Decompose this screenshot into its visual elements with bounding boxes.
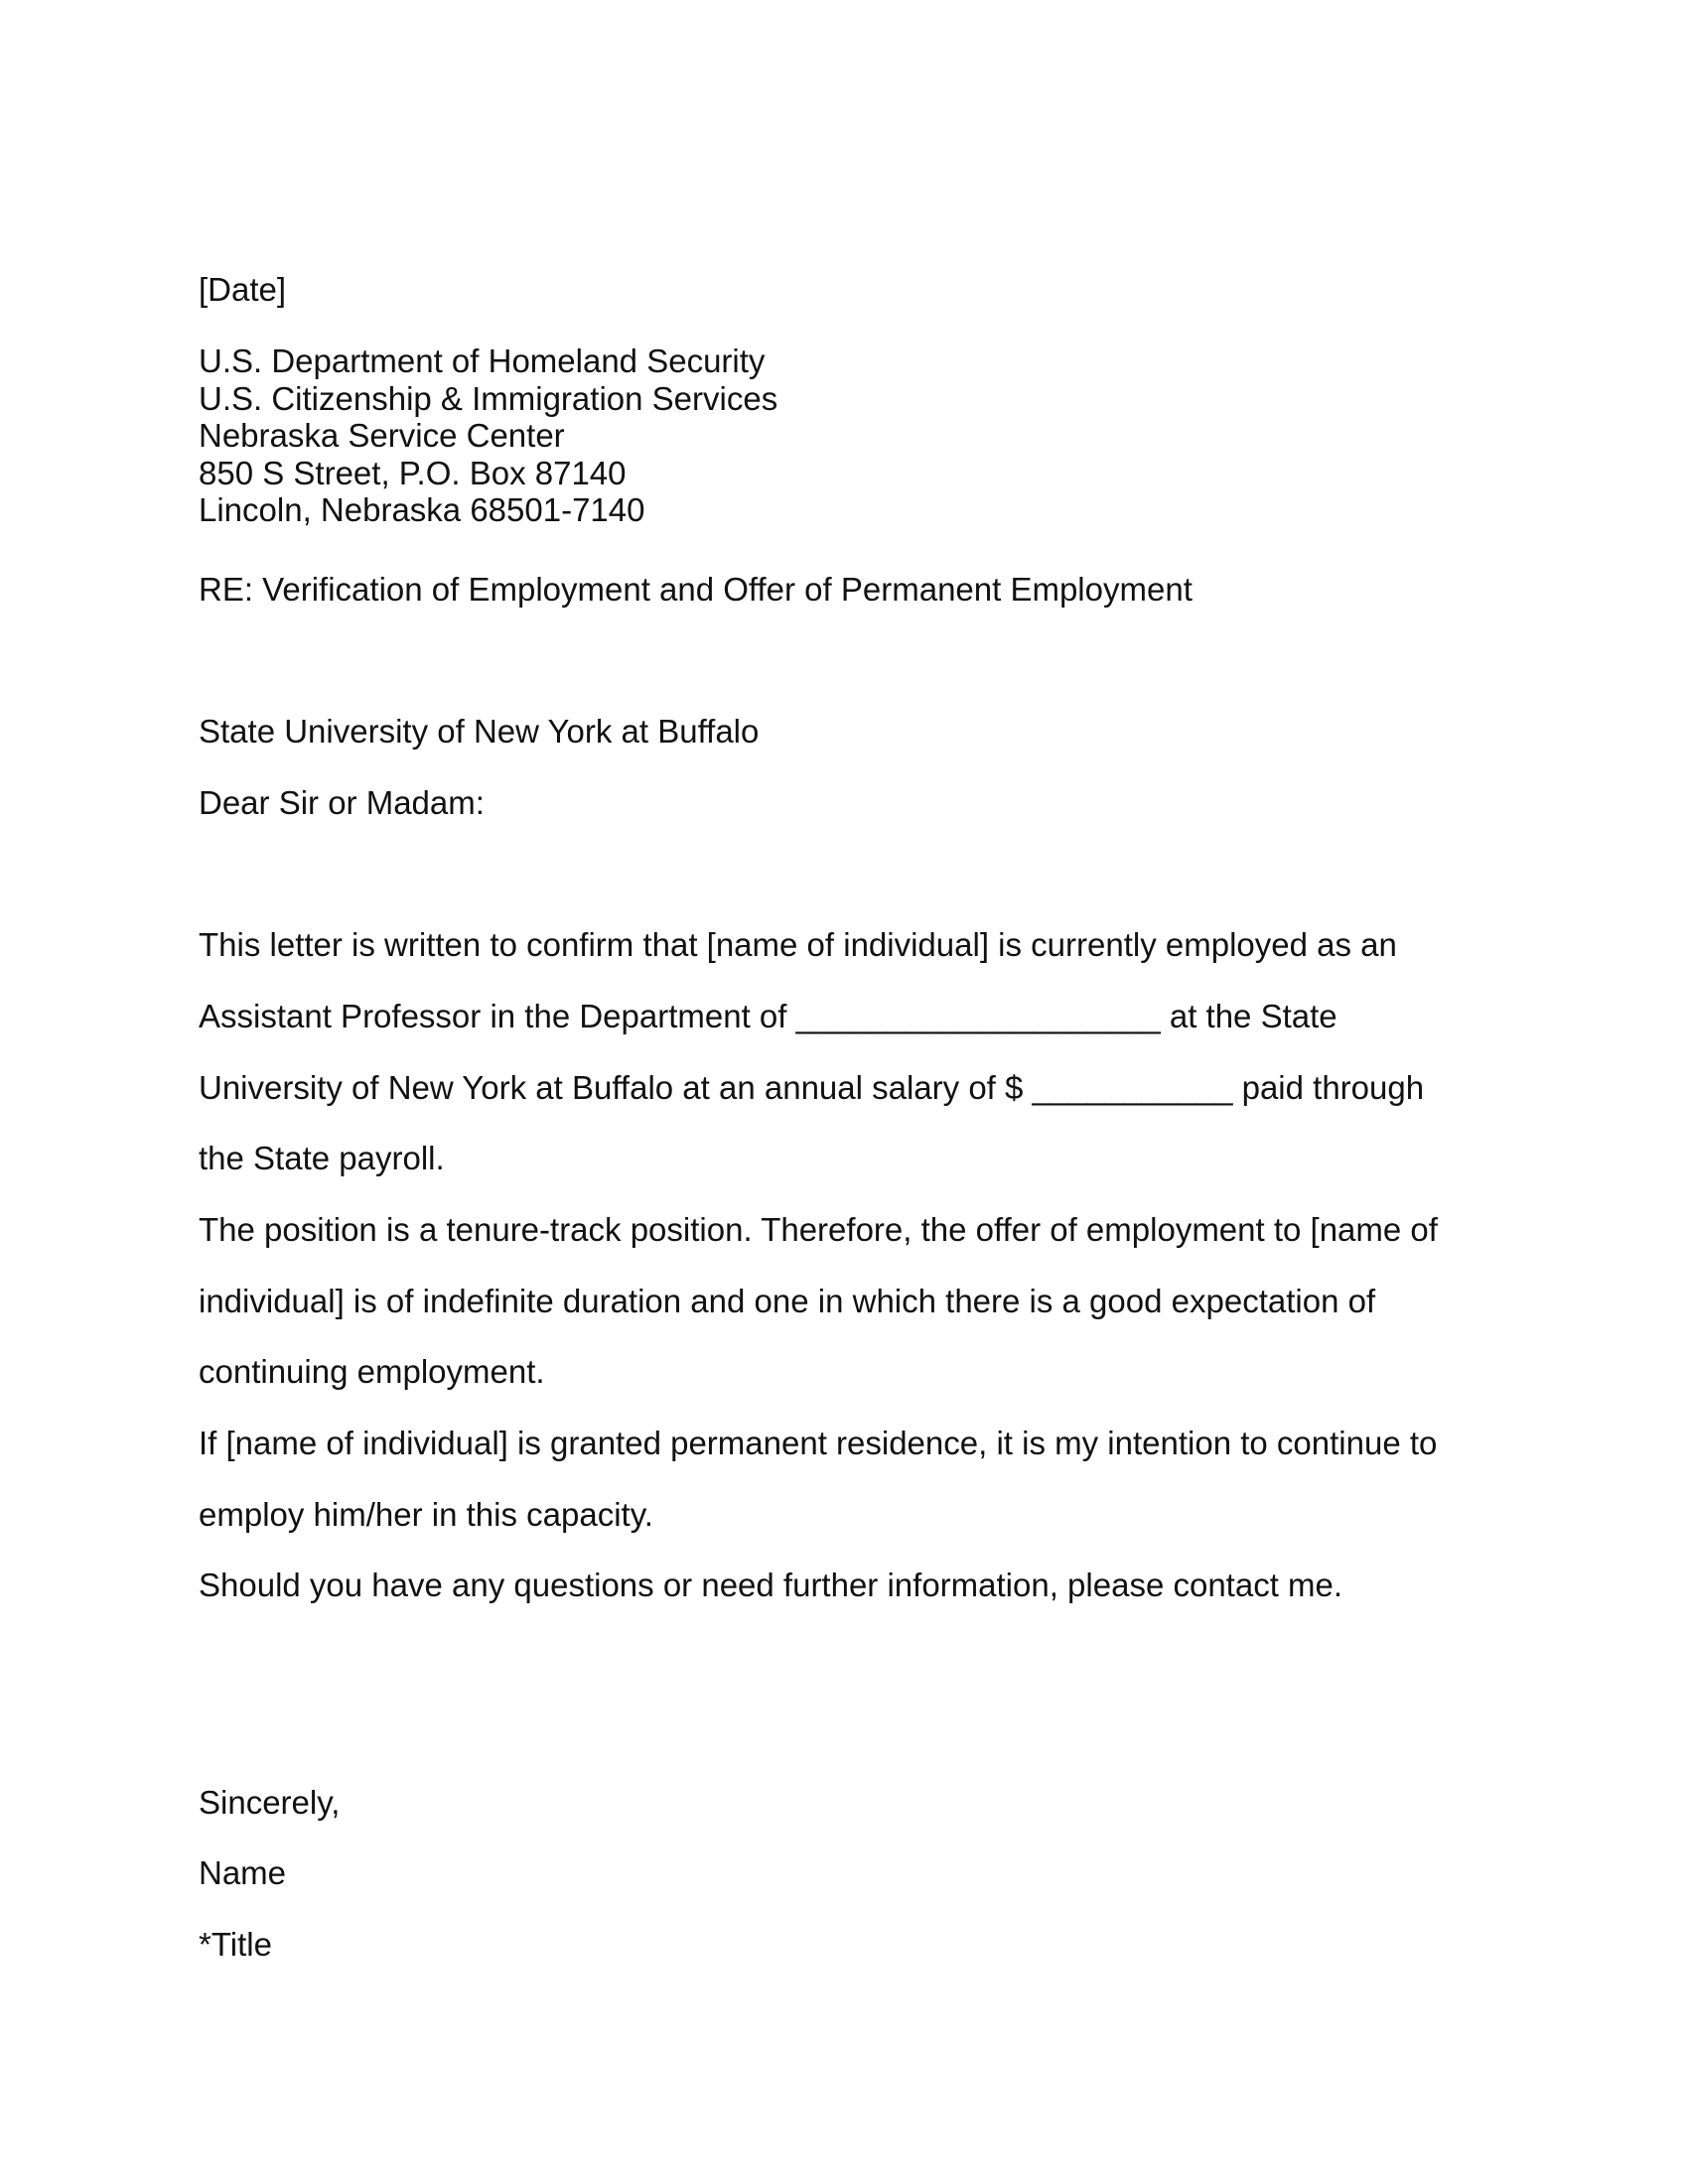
salutation: Dear Sir or Madam: — [199, 784, 485, 821]
closing: Sincerely, — [199, 1784, 341, 1821]
body-line: If [name of individual] is granted permanent residence, it is my intention to continue to — [199, 1425, 1438, 1461]
institution-name: State University of New York at Buffalo — [199, 713, 760, 750]
signature-title: *Title — [199, 1926, 272, 1963]
body-line: The position is a tenure-track position. Therefore, the offer of employment to [name of — [199, 1211, 1438, 1248]
recipient-line: U.S. Citizenship & Immigration Services — [199, 380, 778, 417]
subject-line: RE: Verification of Employment and Offer of Permanent Employment — [199, 571, 1193, 608]
letter-date: [Date] — [199, 271, 287, 308]
recipient-line: U.S. Department of Homeland Security — [199, 342, 766, 379]
body-line: continuing employment. — [199, 1353, 545, 1390]
body-line: This letter is written to confirm that [name of individual] is currently employed as an — [199, 926, 1397, 963]
recipient-line: 850 S Street, P.O. Box 87140 — [199, 455, 627, 491]
signature-name: Name — [199, 1854, 287, 1891]
body-line: Assistant Professor in the Department of ____________________ at the State — [199, 998, 1337, 1034]
body-line: University of New York at Buffalo at an annual salary of $ ___________ paid through — [199, 1069, 1425, 1106]
body-line: the State payroll. — [199, 1140, 445, 1176]
body-line: individual] is of indefinite duration and one in which there is a good expectation of — [199, 1283, 1376, 1319]
recipient-line: Lincoln, Nebraska 68501-7140 — [199, 491, 645, 528]
recipient-line: Nebraska Service Center — [199, 417, 565, 454]
body-line: employ him/her in this capacity. — [199, 1496, 653, 1533]
body-line: Should you have any questions or need further information, please contact me. — [199, 1567, 1343, 1603]
